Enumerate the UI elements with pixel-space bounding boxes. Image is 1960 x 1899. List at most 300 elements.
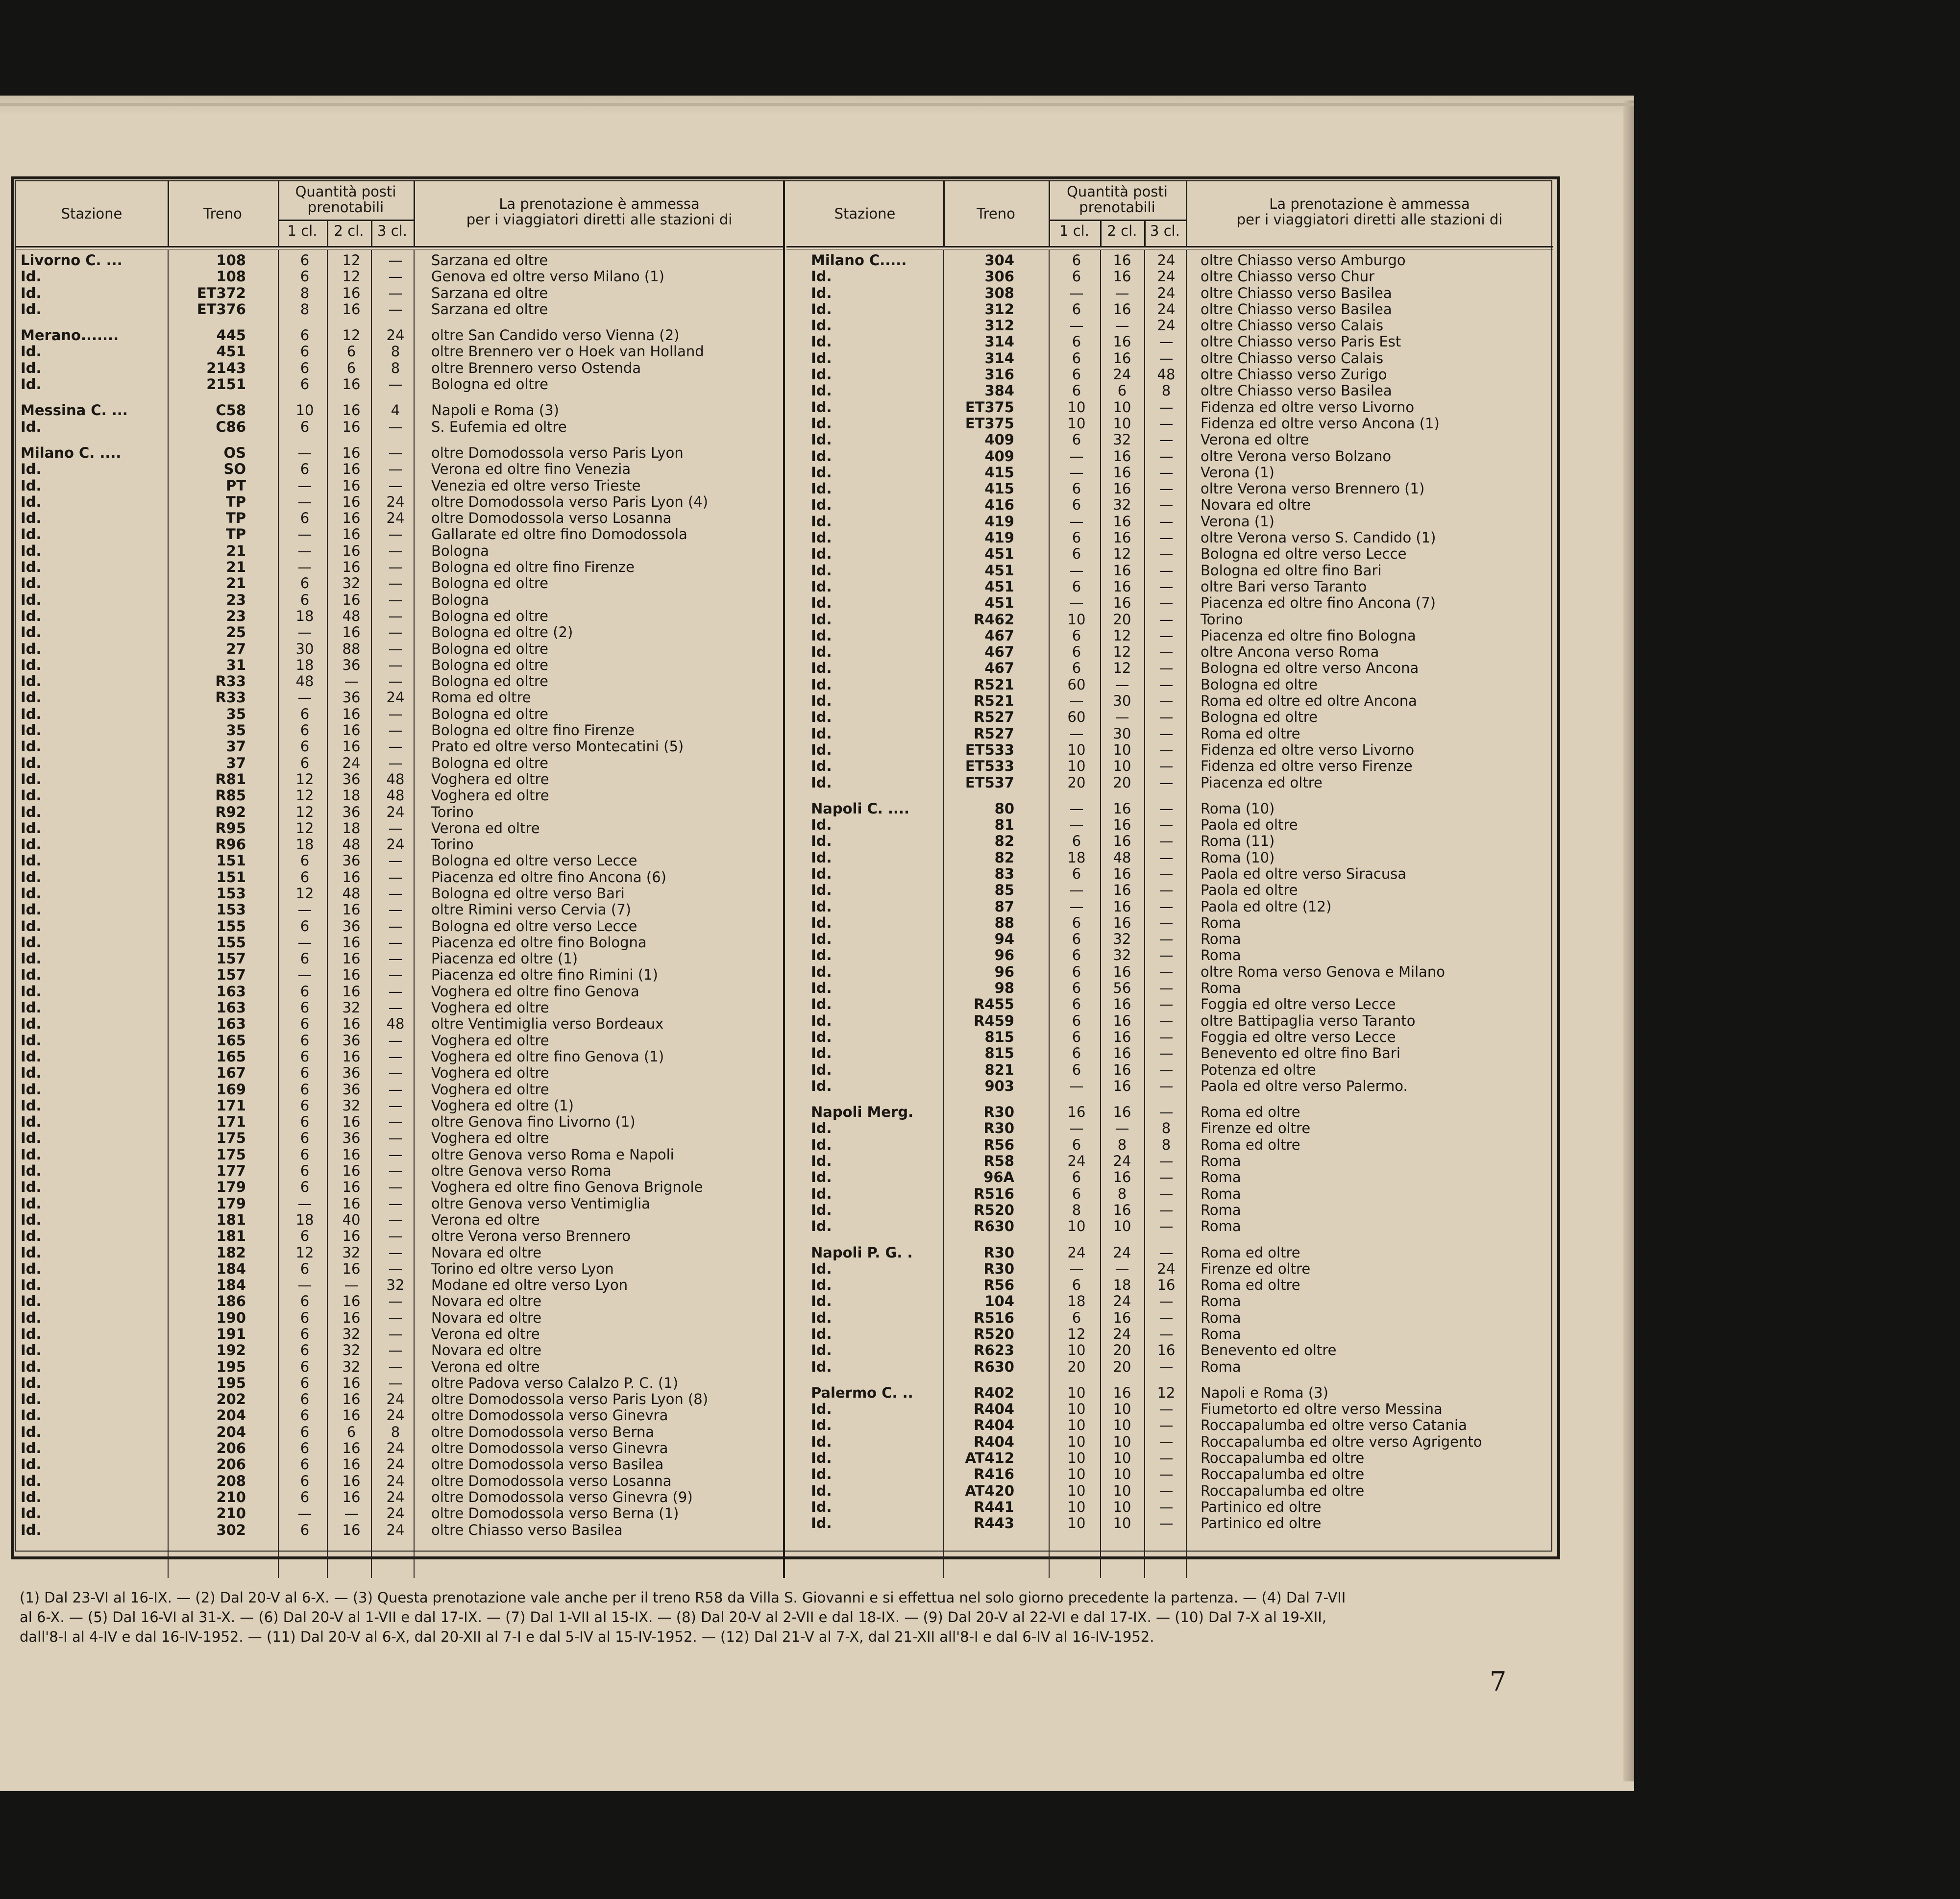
header-seats: Quantità posti xyxy=(1067,183,1168,200)
cell-station: Id. xyxy=(21,493,42,510)
cell-station: Id. xyxy=(21,1015,42,1033)
header-rule xyxy=(327,221,328,246)
cell-destination: Novara ed oltre xyxy=(431,1309,542,1326)
table-row xyxy=(16,673,785,690)
cell-class-3: — xyxy=(1159,898,1174,915)
cell-class-1: 10 xyxy=(295,402,314,419)
cell-class-3: — xyxy=(1159,758,1174,775)
cell-class-1: — xyxy=(297,966,312,984)
cell-class-2: 20 xyxy=(1113,611,1131,628)
cell-station: Id. xyxy=(21,591,42,608)
table-row xyxy=(16,951,785,967)
cell-class-3: — xyxy=(1159,545,1174,563)
cell-station: Id. xyxy=(21,1309,42,1326)
cell-class-2: 6 xyxy=(1117,382,1127,399)
cell-destination: Piacenza ed oltre xyxy=(1200,774,1323,791)
cell-station: Id. xyxy=(21,284,42,301)
cell-class-1: 24 xyxy=(1067,1153,1086,1170)
header-train: Treno xyxy=(203,205,242,222)
cell-station: Id. xyxy=(21,359,42,376)
cell-class-1: 6 xyxy=(1072,1169,1081,1186)
cell-class-2: 12 xyxy=(342,252,361,269)
cell-class-2: 32 xyxy=(342,1358,361,1375)
cell-station: Id. xyxy=(811,865,832,882)
cell-class-3: — xyxy=(1159,882,1174,899)
cell-class-3: — xyxy=(1159,1358,1174,1375)
cell-class-3: — xyxy=(1159,865,1174,882)
cell-station: Id. xyxy=(811,996,832,1013)
cell-train: R58 xyxy=(983,1153,1014,1170)
cell-class-1: 10 xyxy=(1067,611,1086,628)
cell-class-2: 36 xyxy=(342,1064,361,1082)
cell-class-1: 6 xyxy=(300,950,310,967)
cell-station: Id. xyxy=(811,627,832,644)
cell-station: Id. xyxy=(811,529,832,546)
cell-class-3: — xyxy=(1159,1218,1174,1235)
cell-destination: oltre Domodossola verso Ginevra xyxy=(431,1407,668,1424)
cell-train: TP xyxy=(225,510,246,527)
cell-class-3: 24 xyxy=(1157,284,1176,301)
cell-destination: Bologna ed oltre xyxy=(431,376,548,393)
cell-class-2: 24 xyxy=(342,754,361,771)
table-row xyxy=(786,252,1553,269)
cell-destination: Roma ed oltre xyxy=(1200,1104,1300,1121)
cell-destination: Bologna ed oltre xyxy=(431,656,548,673)
cell-class-3: — xyxy=(1159,562,1174,579)
header-class-2: 2 cl. xyxy=(1107,222,1137,239)
cell-class-1: — xyxy=(1069,1077,1084,1094)
cell-class-3: 48 xyxy=(386,770,405,788)
cell-train: 821 xyxy=(984,1061,1014,1078)
cell-destination: Verona ed oltre xyxy=(1200,431,1309,448)
cell-class-3: — xyxy=(1159,725,1174,742)
cell-class-2: 16 xyxy=(342,1146,361,1163)
cell-class-3: 24 xyxy=(386,510,405,527)
cell-destination: Roma ed oltre xyxy=(1200,1277,1300,1294)
cell-station: Id. xyxy=(811,1433,832,1450)
cell-station: Id. xyxy=(21,1407,42,1424)
table-row xyxy=(16,1359,785,1375)
cell-station: Id. xyxy=(811,496,832,514)
cell-class-2: 10 xyxy=(1113,1401,1131,1418)
cell-train: 21 xyxy=(226,559,246,576)
cell-destination: oltre Chiasso verso Amburgo xyxy=(1200,252,1406,269)
cell-station: Id. xyxy=(21,852,42,869)
cell-train: 157 xyxy=(216,966,246,984)
cell-class-1: 12 xyxy=(295,787,314,804)
cell-train: R520 xyxy=(974,1201,1014,1218)
header-station: Stazione xyxy=(834,205,896,222)
cell-train: TP xyxy=(225,526,246,543)
cell-train: 23 xyxy=(226,607,246,624)
cell-class-2: 16 xyxy=(1113,349,1131,367)
cell-destination: Bologna ed oltre verso Lecce xyxy=(431,917,637,935)
cell-destination: oltre Verona verso Bolzano xyxy=(1200,447,1392,465)
table-row xyxy=(16,1245,785,1261)
cell-train: 815 xyxy=(984,1045,1014,1062)
cell-station: Id. xyxy=(21,673,42,690)
cell-class-1: 6 xyxy=(300,852,310,869)
header-rule xyxy=(278,220,414,221)
cell-class-2: 16 xyxy=(1113,447,1131,465)
cell-class-2: 16 xyxy=(342,444,361,461)
cell-class-1: 6 xyxy=(1072,431,1081,448)
cell-train: 2151 xyxy=(206,376,246,393)
header-allowed: La prenotazione è ammessa xyxy=(499,196,700,212)
cell-station: Id. xyxy=(811,1260,832,1277)
cell-station: Napoli P. G. . xyxy=(811,1244,913,1261)
cell-class-2: 16 xyxy=(1113,252,1131,269)
cell-class-2: 12 xyxy=(1113,627,1131,644)
cell-train: R623 xyxy=(974,1342,1014,1359)
cell-station: Id. xyxy=(21,1081,42,1098)
cell-class-3: — xyxy=(388,1113,403,1131)
table-row xyxy=(16,804,785,820)
cell-class-3: — xyxy=(388,607,403,624)
cell-destination: oltre Verona verso S. Candido (1) xyxy=(1200,529,1436,546)
cell-train: R56 xyxy=(983,1277,1014,1294)
table-row xyxy=(786,882,1553,898)
cell-train: 83 xyxy=(994,865,1014,882)
table-row xyxy=(786,931,1553,947)
cell-class-2: 24 xyxy=(1113,1244,1131,1261)
cell-class-1: 6 xyxy=(1072,366,1081,383)
cell-destination: oltre Domodossola verso Paris Lyon (4) xyxy=(431,493,709,510)
cell-class-2: 24 xyxy=(1113,1326,1131,1342)
table-row xyxy=(786,530,1553,546)
cell-station: Id. xyxy=(21,966,42,984)
header-class-1: 1 cl. xyxy=(287,222,318,239)
cell-class-2: 6 xyxy=(346,343,356,360)
cell-station: Id. xyxy=(21,1374,42,1391)
cell-class-3: — xyxy=(388,1146,403,1163)
cell-class-1: — xyxy=(1069,800,1084,817)
cell-destination: Bologna ed oltre xyxy=(431,705,548,722)
cell-destination: Roma ed oltre xyxy=(1200,725,1300,742)
cell-train: 104 xyxy=(984,1293,1014,1310)
cell-class-3: 8 xyxy=(391,343,400,360)
cell-train: R30 xyxy=(983,1104,1014,1121)
cell-class-1: 10 xyxy=(1067,741,1086,758)
cell-class-3: — xyxy=(1159,1104,1174,1121)
cell-class-3: 8 xyxy=(391,359,400,376)
footnote-line: (1) Dal 23-VI al 16-IX. — (2) Dal 20-V al 6-X. — (3) Questa prenotazione vale anche per il treno R58 da Villa S. Giovanni e si effettua nel solo giorno precedente la partenza. — (4) Dal 7-VII xyxy=(20,1589,1346,1606)
cell-class-2: 36 xyxy=(342,770,361,788)
cell-class-3: — xyxy=(1159,1012,1174,1029)
cell-destination: oltre Domodossola verso Berna (1) xyxy=(431,1505,679,1522)
cell-class-3: — xyxy=(1159,1293,1174,1310)
table-row xyxy=(786,1434,1553,1450)
cell-class-3: — xyxy=(388,1358,403,1375)
cell-destination: oltre Bari verso Taranto xyxy=(1200,578,1367,595)
table-row xyxy=(16,1163,785,1179)
table-row xyxy=(786,1401,1553,1417)
cell-destination: oltre Domodossola verso Ginevra xyxy=(431,1440,668,1457)
cell-class-1: 6 xyxy=(300,1293,310,1310)
cell-train: R33 xyxy=(215,689,246,706)
cell-station: Id. xyxy=(21,754,42,771)
cell-train: R521 xyxy=(974,676,1014,693)
cell-train: R516 xyxy=(974,1309,1014,1326)
header-class-3: 3 cl. xyxy=(1150,222,1180,239)
cell-class-1: 6 xyxy=(1072,252,1081,269)
cell-class-2: 16 xyxy=(342,1374,361,1391)
cell-station: Id. xyxy=(811,1185,832,1202)
table-row xyxy=(16,902,785,918)
cell-class-1: — xyxy=(297,559,312,576)
table-row xyxy=(786,709,1553,725)
group-spacer xyxy=(16,318,785,327)
cell-train: R56 xyxy=(983,1136,1014,1153)
footnote-line: dall'8-I al 4-IV e dal 16-IV-1952. — (11) Dal 20-V al 6-X, dal 20-XII al 7-I e dal 5-IV al 15-IV-1952. — (12) Dal 21-V al 7-X, dal 21-XII all'8-I e dal 6-IV al 16-IV-1952. xyxy=(20,1628,1154,1645)
table-row xyxy=(786,1499,1553,1515)
cell-station: Id. xyxy=(811,774,832,791)
cell-class-2: 32 xyxy=(342,1342,361,1359)
table-row xyxy=(786,758,1553,774)
cell-class-3: — xyxy=(1159,398,1174,416)
cell-class-1: 6 xyxy=(1072,1012,1081,1029)
cell-class-2: 32 xyxy=(342,1326,361,1342)
cell-class-2: 16 xyxy=(1113,578,1131,595)
cell-class-2: 16 xyxy=(342,624,361,641)
cell-train: SO xyxy=(223,461,246,478)
cell-destination: oltre Brennero ver o Hoek van Holland xyxy=(431,343,704,360)
cell-train: 451 xyxy=(216,343,246,360)
cell-destination: Roccapalumba ed oltre verso Agrigento xyxy=(1200,1433,1482,1450)
cell-destination: Paola ed oltre xyxy=(1200,882,1298,899)
cell-station: Id. xyxy=(21,1195,42,1212)
cell-class-3: 24 xyxy=(386,1472,405,1489)
cell-station: Id. xyxy=(811,914,832,931)
table-row xyxy=(16,327,785,344)
table-row xyxy=(786,1277,1553,1293)
cell-destination: oltre Chiasso verso Zurigo xyxy=(1200,366,1387,383)
table-row xyxy=(16,657,785,673)
cell-class-2: 16 xyxy=(342,418,361,435)
table-row xyxy=(16,252,785,269)
table-row xyxy=(786,612,1553,628)
cell-station: Id. xyxy=(811,1120,832,1137)
cell-train: 169 xyxy=(216,1081,246,1098)
cell-class-3: — xyxy=(388,284,403,301)
cell-destination: Fidenza ed oltre verso Ancona (1) xyxy=(1200,415,1440,432)
cell-station: Id. xyxy=(21,836,42,853)
cell-train: 181 xyxy=(216,1228,246,1245)
cell-station: Id. xyxy=(811,333,832,350)
cell-class-1: — xyxy=(1069,882,1084,899)
cell-destination: Voghera ed oltre fino Genova (1) xyxy=(431,1048,664,1065)
cell-class-2: 16 xyxy=(342,1391,361,1408)
cell-train: 409 xyxy=(984,431,1014,448)
table-row xyxy=(786,1261,1553,1277)
cell-destination: oltre Genova verso Roma e Napoli xyxy=(431,1146,674,1163)
cell-class-2: 48 xyxy=(342,836,361,853)
table-row xyxy=(16,1179,785,1195)
cell-train: 37 xyxy=(226,754,246,771)
cell-class-2: 8 xyxy=(1117,1185,1127,1202)
cell-class-2: — xyxy=(1115,1260,1129,1277)
cell-station: Id. xyxy=(811,366,832,383)
cell-class-2: 10 xyxy=(1113,1218,1131,1235)
cell-train: C86 xyxy=(216,418,246,435)
cell-destination: Roma ed oltre xyxy=(431,689,531,706)
cell-class-1: 18 xyxy=(1067,849,1086,866)
cell-class-2: 36 xyxy=(342,1032,361,1049)
cell-station: Id. xyxy=(811,447,832,465)
table-row xyxy=(16,755,785,771)
cell-train: 451 xyxy=(984,562,1014,579)
cell-class-1: — xyxy=(297,689,312,706)
header-allowed: per i viaggiatori diretti alle stazioni di xyxy=(1236,211,1503,228)
cell-station: Id. xyxy=(811,300,832,318)
cell-destination: Bologna ed oltre (2) xyxy=(431,624,573,641)
cell-class-2: 16 xyxy=(342,461,361,478)
cell-class-1: — xyxy=(1069,816,1084,834)
cell-class-3: — xyxy=(1159,741,1174,758)
cell-class-2: 24 xyxy=(1113,1293,1131,1310)
cell-destination: Voghera ed oltre xyxy=(431,1032,549,1049)
cell-train: ET375 xyxy=(965,398,1014,416)
table-row xyxy=(786,677,1553,693)
cell-class-3: 48 xyxy=(1157,366,1176,383)
cell-destination: Torino xyxy=(431,803,474,820)
cell-class-3: — xyxy=(1159,980,1174,997)
cell-class-3: — xyxy=(388,477,403,494)
cell-station: Id. xyxy=(811,611,832,628)
cell-train: ET537 xyxy=(965,774,1014,791)
cell-station: Id. xyxy=(21,1211,42,1228)
cell-station: Id. xyxy=(21,1260,42,1277)
cell-destination: Bologna ed oltre xyxy=(1200,676,1318,693)
cell-class-2: 16 xyxy=(1113,882,1131,899)
cell-station: Id. xyxy=(21,542,42,559)
cell-destination: Roma xyxy=(1200,914,1241,931)
cell-class-1: — xyxy=(1069,284,1084,301)
cell-train: 419 xyxy=(984,513,1014,530)
cell-train: R404 xyxy=(974,1417,1014,1434)
cell-class-3: — xyxy=(388,1211,403,1228)
table-row xyxy=(16,820,785,837)
cell-class-3: 24 xyxy=(386,493,405,510)
cell-destination: oltre Genova fino Livorno (1) xyxy=(431,1113,636,1131)
cell-train: 151 xyxy=(216,852,246,869)
table-row xyxy=(16,739,785,755)
cell-class-2: 16 xyxy=(1113,513,1131,530)
cell-class-3: — xyxy=(388,461,403,478)
cell-station: Id. xyxy=(21,575,42,592)
cell-class-1: — xyxy=(297,542,312,559)
table-row xyxy=(786,285,1553,301)
cell-class-2: — xyxy=(1115,284,1129,301)
cell-class-3: — xyxy=(1159,1244,1174,1261)
cell-destination: Partinico ed oltre xyxy=(1200,1498,1322,1515)
cell-train: 903 xyxy=(984,1077,1014,1094)
cell-class-3: 16 xyxy=(1157,1342,1176,1359)
cell-class-1: 6 xyxy=(300,1309,310,1326)
cell-class-2: 16 xyxy=(342,493,361,510)
cell-destination: Roma (11) xyxy=(1200,833,1275,850)
cell-class-1: 12 xyxy=(1067,1326,1086,1342)
cell-train: 210 xyxy=(216,1488,246,1505)
cell-class-2: 16 xyxy=(342,722,361,739)
cell-train: 96A xyxy=(983,1169,1014,1186)
cell-destination: oltre Domodossola verso Paris Lyon xyxy=(431,444,684,461)
cell-station: Id. xyxy=(811,980,832,997)
cell-train: 184 xyxy=(216,1277,246,1294)
cell-class-3: — xyxy=(388,575,403,592)
cell-destination: Voghera ed oltre fino Genova xyxy=(431,983,639,1000)
cell-destination: Piacenza ed oltre fino Rimini (1) xyxy=(431,966,658,984)
cell-station: Id. xyxy=(811,963,832,980)
cell-class-2: 18 xyxy=(342,819,361,837)
cell-train: 31 xyxy=(226,656,246,673)
cell-destination: oltre Chiasso verso Paris Est xyxy=(1200,333,1401,350)
cell-class-1: 8 xyxy=(1072,1201,1081,1218)
table-row xyxy=(786,1359,1553,1375)
table-row xyxy=(786,899,1553,915)
table-row xyxy=(786,964,1553,980)
cell-station: Id. xyxy=(21,1048,42,1065)
cell-class-3: 8 xyxy=(391,1423,400,1440)
cell-destination: Bologna xyxy=(431,542,489,559)
cell-class-3: — xyxy=(1159,1433,1174,1450)
cell-class-2: 48 xyxy=(342,885,361,902)
cell-class-3: — xyxy=(388,868,403,886)
cell-class-3: — xyxy=(1159,529,1174,546)
cell-class-1: 6 xyxy=(300,1064,310,1082)
cell-train: 87 xyxy=(994,898,1014,915)
cell-train: 177 xyxy=(216,1162,246,1180)
cell-station: Id. xyxy=(21,999,42,1016)
cell-class-1: — xyxy=(1069,562,1084,579)
cell-destination: Roma xyxy=(1200,1201,1241,1218)
cell-train: 210 xyxy=(216,1505,246,1522)
table-row xyxy=(16,608,785,624)
cell-destination: Gallarate ed oltre fino Domodossola xyxy=(431,526,687,543)
cell-class-2: 16 xyxy=(342,477,361,494)
cell-class-2: 16 xyxy=(1113,1384,1131,1401)
table-row xyxy=(786,628,1553,644)
cell-class-2: 36 xyxy=(342,1081,361,1098)
table-row xyxy=(16,1342,785,1358)
cell-class-1: — xyxy=(297,934,312,951)
cell-destination: Voghera ed oltre xyxy=(431,1064,549,1082)
cell-destination: Bologna xyxy=(431,591,489,608)
cell-destination: Voghera ed oltre xyxy=(431,1130,549,1147)
cell-station: Id. xyxy=(811,284,832,301)
cell-station: Milano C. .... xyxy=(21,444,122,461)
header-rule xyxy=(1100,221,1102,246)
cell-class-3: — xyxy=(1159,996,1174,1013)
cell-station: Id. xyxy=(811,513,832,530)
table-row xyxy=(786,1120,1553,1136)
cell-destination: Torino xyxy=(1200,611,1243,628)
cell-station: Id. xyxy=(811,382,832,399)
cell-destination: Bologna ed oltre xyxy=(431,754,548,771)
cell-destination: Partinico ed oltre xyxy=(1200,1515,1322,1532)
cell-station: Id. xyxy=(21,1423,42,1440)
cell-train: ET533 xyxy=(965,758,1014,775)
cell-station: Merano....... xyxy=(21,327,119,344)
cell-station: Id. xyxy=(21,705,42,722)
header-class-2: 2 cl. xyxy=(334,222,364,239)
header-rule xyxy=(943,181,945,246)
cell-train: 153 xyxy=(216,885,246,902)
cell-station: Id. xyxy=(811,1358,832,1375)
cell-station: Id. xyxy=(811,415,832,432)
table-row xyxy=(16,1196,785,1212)
cell-class-3: — xyxy=(388,1244,403,1261)
